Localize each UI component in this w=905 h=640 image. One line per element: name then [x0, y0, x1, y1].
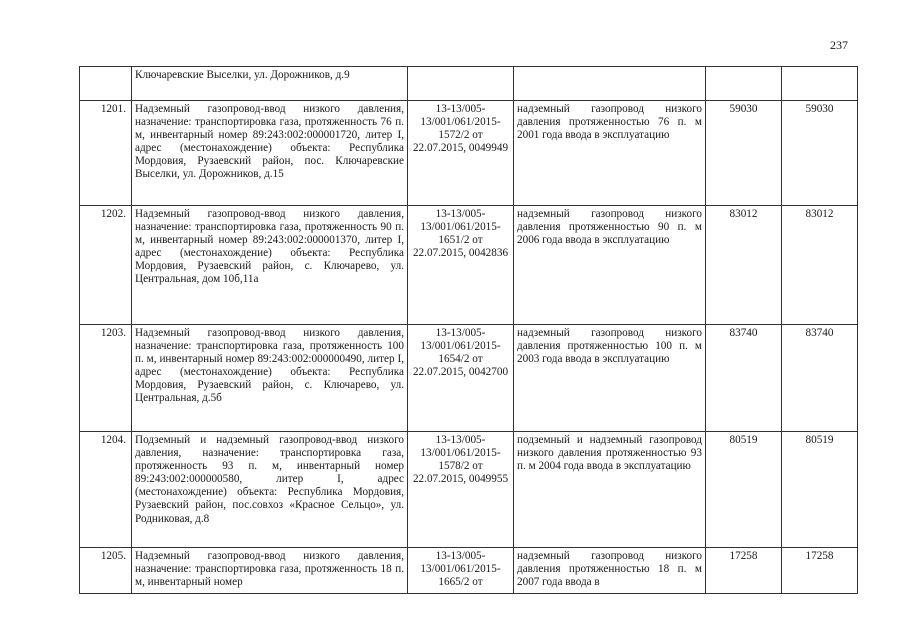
value-2: 83740 [782, 325, 858, 432]
row-number: 1201. [80, 101, 132, 206]
object-description: Надземный газопровод-ввод низкого давления, назначение: транспортировка газа, протяженность 90 п. м, инвентарный номер 89:243:002:000001370, литер I, адрес (местонахождение) объекта: Республика Мордовия, Рузаевский район, с. Ключарево, ул. Центральная, дом 10б,11а [132, 206, 408, 325]
table-row [80, 67, 858, 101]
row-number: 1205. [80, 548, 132, 594]
registry-table [79, 66, 858, 594]
object-description: Ключаревские Выселки, ул. Дорожников, д.9 [132, 67, 408, 101]
value-1: 80519 [706, 432, 782, 548]
row-number: 1203. [80, 325, 132, 432]
registration-record: 13-13/005-13/001/061/2015-1665/2 от [408, 548, 514, 594]
table-row [80, 432, 858, 548]
table-row [80, 206, 858, 325]
registration-record: 13-13/005-13/001/061/2015-1654/2 от 22.07.2015, 0042700 [408, 325, 514, 432]
value-1 [706, 67, 782, 101]
object-characteristics: подземный и надземный газопровод низкого давления протяженностью 93 п. м 2004 года ввода в эксплуатацию [514, 432, 706, 548]
value-2 [782, 67, 858, 101]
value-1: 83740 [706, 325, 782, 432]
object-description: Надземный газопровод-ввод низкого давления, назначение: транспортировка газа, протяженность 100 п. м, инвентарный номер 89:243:002:000000490, литер I, адрес (местонахождение) объекта: Республика Мордовия, Рузаевский район, с. Ключарево, ул. Центральная, д.5б [132, 325, 408, 432]
value-1: 83012 [706, 206, 782, 325]
registration-record: 13-13/005-13/001/061/2015-1572/2 от 22.07.2015, 0049949 [408, 101, 514, 206]
value-1: 17258 [706, 548, 782, 594]
value-2: 83012 [782, 206, 858, 325]
value-1: 59030 [706, 101, 782, 206]
registration-record: 13-13/005-13/001/061/2015-1578/2 от 22.07.2015, 0049955 [408, 432, 514, 548]
object-characteristics: надземный газопровод низкого давления протяженностью 100 п. м 2003 года ввода в эксплуатацию [514, 325, 706, 432]
value-2: 59030 [782, 101, 858, 206]
row-number: 1202. [80, 206, 132, 325]
object-characteristics: надземный газопровод низкого давления протяженностью 76 п. м 2001 года ввода в эксплуатацию [514, 101, 706, 206]
table-row [80, 101, 858, 206]
object-description: Подземный и надземный газопровод-ввод низкого давления, назначение: транспортировка газа, протяженность 93 п. м, инвентарный номер 89:243:002:000000580, литер I, адрес (местонахождение) объекта: Республика Мордовия, Рузаевский район, пос.совхоз «Красное Сельцо», ул. Родниковая, д.8 [132, 432, 408, 548]
object-description: Надземный газопровод-ввод низкого давления, назначение: транспортировка газа, протяженность 76 п. м, инвентарный номер 89:243:002:000001720, литер I, адрес (местонахождение) объекта: Республика Мордовия, Рузаевский район, пос. Ключаревские Выселки, ул. Дорожников, д.15 [132, 101, 408, 206]
object-characteristics [514, 67, 706, 101]
object-characteristics: надземный газопровод низкого давления протяженностью 90 п. м 2006 года ввода в эксплуатацию [514, 206, 706, 325]
table-row [80, 325, 858, 432]
value-2: 17258 [782, 548, 858, 594]
registration-record [408, 67, 514, 101]
registration-record: 13-13/005-13/001/061/2015-1651/2 от 22.07.2015, 0042836 [408, 206, 514, 325]
row-number: 1204. [80, 432, 132, 548]
page-number: 237 [830, 38, 848, 52]
value-2: 80519 [782, 432, 858, 548]
object-description: Надземный газопровод-ввод низкого давления, назначение: транспортировка газа, протяженность 18 п. м, инвентарный номер [132, 548, 408, 594]
table-row [80, 548, 858, 594]
object-characteristics: надземный газопровод низкого давления протяженностью 18 п. м 2007 года ввода в [514, 548, 706, 594]
row-number [80, 67, 132, 101]
